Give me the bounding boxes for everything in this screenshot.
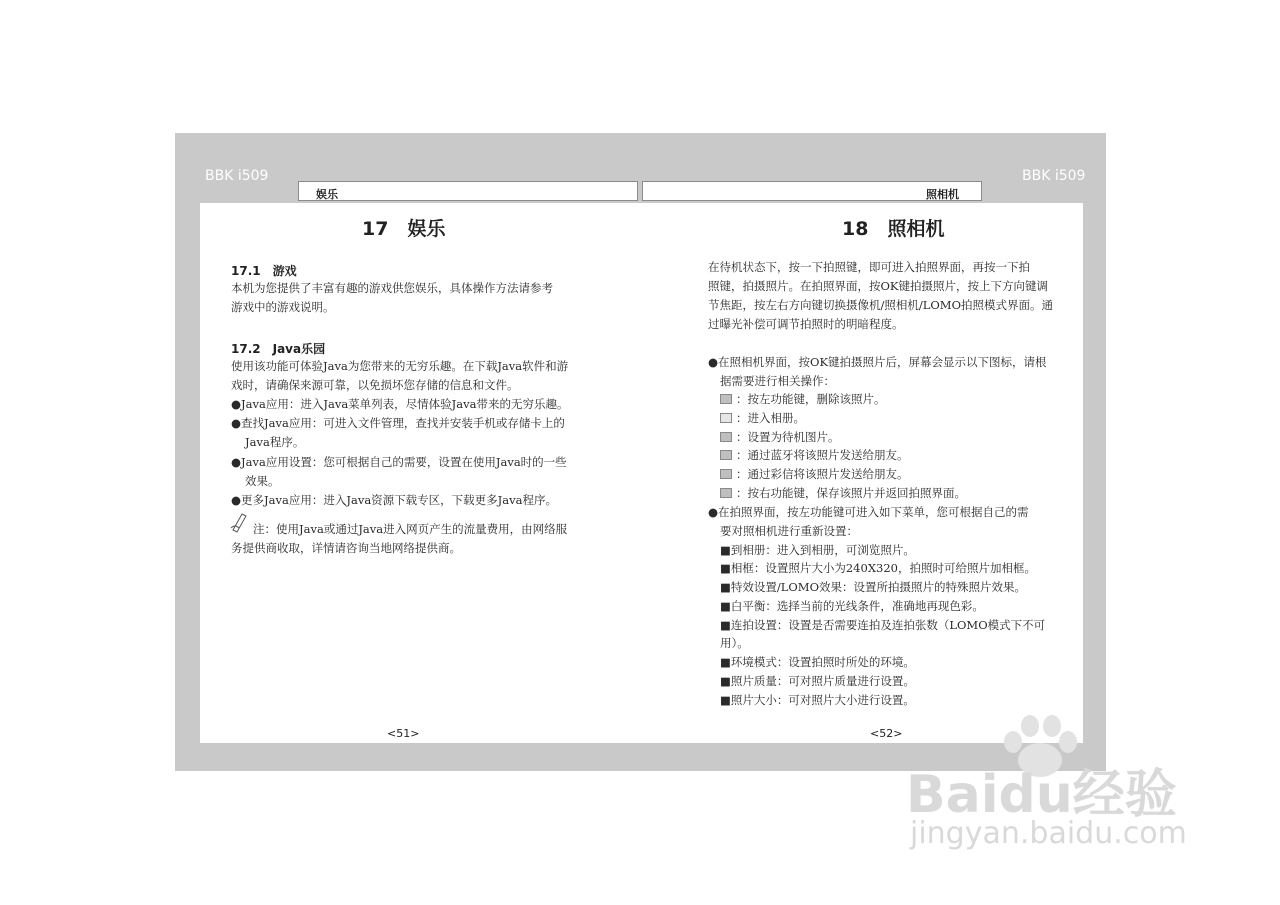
menu-item: ■到相册：进入到相册，可浏览照片。 xyxy=(720,543,915,557)
menu-item: ■相框：设置照片大小为240X320，拍照时可给照片加相框。 xyxy=(720,561,1036,575)
icon-list-text: ：通过彩信将该照片发送给朋友。 xyxy=(736,467,909,481)
paragraph-line: 在待机状态下，按一下拍照键，即可进入拍照界面，再按一下拍 xyxy=(708,260,1030,274)
icon-list-text: ：按右功能键，保存该照片并返回拍照界面。 xyxy=(736,486,966,500)
icon-list-text: ：设置为待机图片。 xyxy=(736,430,840,444)
bullet-item: ●更多Java应用：进入Java资源下载专区，下载更多Java程序。 xyxy=(231,493,557,507)
page-number-left: <51> xyxy=(387,727,420,740)
icon-list-item xyxy=(720,409,805,428)
note-line: 注：使用Java或通过Java进入网页产生的流量费用，由网络服 xyxy=(253,522,568,536)
page-number-right: <52> xyxy=(870,727,903,740)
model-tab-right: BBK i509 xyxy=(1022,168,1086,184)
chapter-title-17: 17 娱乐 xyxy=(362,218,446,240)
model-tab-left: BBK i509 xyxy=(205,168,269,184)
bullet-item: ●在照相机界面，按OK键拍摄照片后，屏幕会显示以下图标，请根 xyxy=(708,355,1047,369)
mms-icon xyxy=(720,469,732,479)
section-title-17-2: 17.2 Java乐园 xyxy=(231,342,326,356)
menu-item: ■照片大小：可对照片大小进行设置。 xyxy=(720,693,915,707)
album-icon xyxy=(720,413,732,423)
bullet-item-cont: 据需要进行相关操作： xyxy=(720,374,835,388)
bullet-item-cont: 效果。 xyxy=(245,474,280,488)
bullet-item: ●Java应用：进入Java菜单列表，尽情体验Java带来的无穷乐趣。 xyxy=(231,397,569,411)
icon-list-item xyxy=(720,446,909,465)
delete-icon xyxy=(720,394,732,404)
running-title-left: 娱乐 xyxy=(316,188,338,201)
icon-list-item xyxy=(720,428,840,447)
menu-item: ■连拍设置：设置是否需要连拍及连拍张数（LOMO模式下不可 xyxy=(720,618,1046,632)
icon-list-text: ：进入相册。 xyxy=(736,411,805,425)
bullet-item: ●查找Java应用：可进入文件管理，查找并安装手机或存储卡上的 xyxy=(231,416,565,430)
watermark-url: jingyan.baidu.com xyxy=(910,816,1187,851)
bullet-item: ●Java应用设置：您可根据自己的需要，设置在使用Java时的一些 xyxy=(231,455,567,469)
paragraph-line: 本机为您提供了丰富有趣的游戏供您娱乐，具体操作方法请参考 xyxy=(231,281,553,295)
menu-item: ■环境模式：设置拍照时所处的环境。 xyxy=(720,655,915,669)
paragraph-line: 节焦距，按左右方向键切换摄像机/照相机/LOMO拍照模式界面。通 xyxy=(708,298,1054,312)
icon-list-item xyxy=(720,484,966,503)
running-title-right: 照相机 xyxy=(926,188,959,201)
watermark-brand: Baidu经验 xyxy=(906,765,1177,825)
bluetooth-icon xyxy=(720,450,732,460)
icon-list-item xyxy=(720,465,909,484)
menu-item: ■照片质量：可对照片质量进行设置。 xyxy=(720,674,915,688)
bullet-item: ●在拍照界面，按左功能键可进入如下菜单，您可根据自己的需 xyxy=(708,505,1029,519)
paragraph-line: 使用该功能可体验Java为您带来的无穷乐趣。在下载Java软件和游 xyxy=(231,359,569,373)
paragraph-line: 游戏中的游戏说明。 xyxy=(231,300,335,314)
bullet-item-cont: 要对照相机进行重新设置： xyxy=(720,524,858,538)
wallpaper-icon xyxy=(720,432,732,442)
note-pencil-icon xyxy=(229,510,249,534)
section-title-17-1: 17.1 游戏 xyxy=(231,264,297,278)
menu-item: ■白平衡：选择当前的光线条件，准确地再现色彩。 xyxy=(720,599,984,613)
icon-list-text: ：通过蓝牙将该照片发送给朋友。 xyxy=(736,448,909,462)
menu-item: ■特效设置/LOMO效果：设置所拍摄照片的特殊照片效果。 xyxy=(720,580,1027,594)
menu-item-cont: 用）。 xyxy=(720,636,749,650)
bullet-item-cont: Java程序。 xyxy=(245,435,305,449)
running-header-left xyxy=(298,181,638,201)
paragraph-line: 戏时，请确保来源可靠，以免损坏您存储的信息和文件。 xyxy=(231,378,519,392)
paragraph-line: 过曝光补偿可调节拍照时的明暗程度。 xyxy=(708,317,904,331)
note-line: 务提供商收取，详情请咨询当地网络提供商。 xyxy=(231,541,461,555)
icon-list-text: ：按左功能键，删除该照片。 xyxy=(736,392,886,406)
paragraph-line: 照键，拍摄照片。在拍照界面，按OK键拍摄照片，按上下方向键调 xyxy=(708,279,1049,293)
chapter-title-18: 18 照相机 xyxy=(842,218,945,240)
save-return-icon xyxy=(720,488,732,498)
icon-list-item xyxy=(720,390,886,409)
